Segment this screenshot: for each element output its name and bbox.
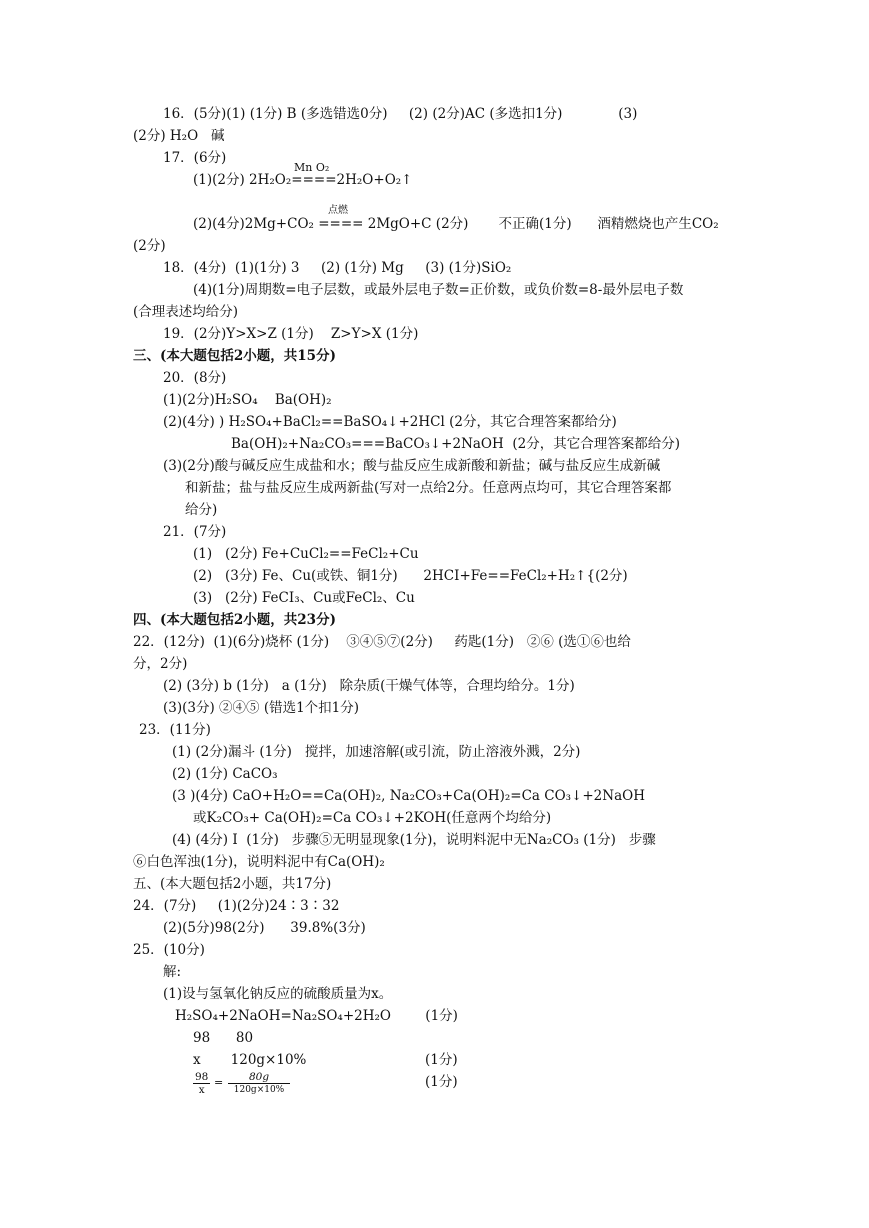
line-q21-1: (1) (2分) Fe+CuCl₂==FeCl₂+Cu <box>193 546 419 562</box>
line-q21-3: (3) (2分) FeCI₃、Cu或FeCl₂、Cu <box>193 590 415 606</box>
line-q21: 21．(7分) <box>163 524 227 540</box>
line-q20-1: (1)(2分)H₂SO₄ Ba(OH)₂ <box>163 392 332 408</box>
line-q25-equation: H₂SO₄+2NaOH=Na₂SO₄+2H₂O (1分) <box>175 1008 458 1024</box>
line-q25-unknowns-score: (1分) <box>425 1052 458 1068</box>
line-q20-3-cont: 和新盐；盐与盐反应生成两新盐(写对一点给2分。任意两点均可，其它合理答案都 <box>185 480 672 496</box>
section-three-heading: 三、(本大题包括2小题，共15分) <box>133 348 336 364</box>
fraction-right-denominator: 120g×10% <box>233 1085 285 1095</box>
line-q23-2: (2) (1分) CaCO₃ <box>172 766 278 782</box>
line-q23-3-b: 或K₂CO₃+ Ca(OH)₂=Ca CO₃↓+2KOH(任意两个均给分) <box>193 810 552 826</box>
line-q20-2-b: Ba(OH)₂+Na₂CO₃===BaCO₃↓+2NaOH (2分，其它合理答案都给分) <box>231 436 680 452</box>
line-q24: 24．(7分) (1)(2分)24∶3∶32 <box>133 898 340 914</box>
catalyst-label: Mn O₂ <box>294 161 330 174</box>
fraction-score: (1分) <box>425 1074 458 1090</box>
line-q20: 20．(8分) <box>163 370 227 386</box>
line-q23-4-cont: ⑥白色浑浊(1分)，说明料泥中有Ca(OH)₂ <box>133 854 385 870</box>
line-q25-solution: 解: <box>163 964 182 980</box>
line-q25-1: (1)设与氢氧化钠反应的硫酸质量为x。 <box>163 986 393 1002</box>
fraction-equals: = <box>214 1076 224 1089</box>
fraction-right-numerator: 80g <box>228 1071 290 1084</box>
line-q20-2: (2)(4分) ) H₂SO₄+BaCl₂==BaSO₄↓+2HCl (2分，其它合理答案都给分) <box>163 414 617 430</box>
line-q18-4-cont: (合理表述均给分) <box>133 304 239 320</box>
fraction-left-denominator: x <box>198 1084 205 1096</box>
line-q21-2: (2) (3分) Fe、Cu(或铁、铜1分) 2HCI+Fe==FeCl₂+H₂↑{(2分) <box>193 568 628 584</box>
line-q20-3-cont2: 给分) <box>185 502 218 518</box>
line-q17-2-cont: (2分) <box>133 238 166 254</box>
line-q25-unknowns: x 120g×10% <box>193 1052 307 1068</box>
line-q23-1: (1) (2分)漏斗 (1分) 搅拌，加速溶解(或引流，防止溶液外溅，2分) <box>172 744 581 760</box>
fraction-left <box>193 1071 210 1096</box>
line-q17: 17．(6分) <box>163 150 227 166</box>
line-q22-2: (2) (3分) b (1分) a (1分) 除杂质(干燥气体等，合理均给分。1分) <box>163 678 575 694</box>
line-q22-3: (3)(3分) ②④⑤ (错选1个扣1分) <box>163 700 360 716</box>
line-q23-3: (3 )(4分) CaO+H₂O==Ca(OH)₂, Na₂CO₃+Ca(OH)₂=Ca CO₃↓+2NaOH <box>172 788 645 804</box>
line-q19: 19．(2分)Y>X>Z (1分) Z>Y>X (1分) <box>163 326 419 342</box>
ignite-label: 点燃 <box>328 205 348 216</box>
fraction-left-numerator: 98 <box>195 1071 209 1083</box>
line-q23: 23．(11分) <box>139 722 211 738</box>
line-q23-4: (4) (4分) I (1分) 步骤⑤无明显现象(1分)，说明料泥中无Na₂CO₃ (1分) 步骤 <box>172 832 656 848</box>
line-q22-cont: 分，2分) <box>133 656 188 672</box>
line-q17-2: (2)(4分)2Mg+CO₂ ==== 2MgO+C (2分) 不正确(1分) 酒精燃烧也产生CO₂ <box>193 216 719 232</box>
section-four-heading: 四、(本大题包括2小题，共23分) <box>133 612 336 628</box>
line-q25-masses: 98 80 <box>193 1030 254 1046</box>
line-q16: 16．(5分)(1) (1分) B (多选错选0分) (2) (2分)AC (多选扣1分) (3) <box>163 106 638 122</box>
line-q22: 22．(12分) (1)(6分)烧杯 (1分) ③④⑤⑦(2分) 药匙(1分) ②⑥ (选①⑥也给 <box>133 634 631 650</box>
line-q17-1: (1)(2分) 2H₂O₂====2H₂O+O₂↑ <box>193 172 413 188</box>
line-q20-3: (3)(2分)酸与碱反应生成盐和水；酸与盐反应生成新酸和新盐；碱与盐反应生成新碱 <box>163 458 661 474</box>
section-five-heading: 五、(本大题包括2小题，共17分) <box>133 876 332 892</box>
line-q24-2: (2)(5分)98(2分) 39.8%(3分) <box>163 920 366 936</box>
line-q18: 18．(4分) (1)(1分) 3 (2) (1分) Mg (3) (1分)SiO₂ <box>163 260 512 276</box>
line-q25: 25．(10分) <box>133 942 205 958</box>
fraction-right <box>228 1071 290 1096</box>
line-q16-cont: (2分) H₂O 碱 <box>133 128 225 144</box>
line-q18-4: (4)(1分)周期数=电子层数，或最外层电子数=正价数，或负价数=8-最外层电子数 <box>193 282 684 298</box>
